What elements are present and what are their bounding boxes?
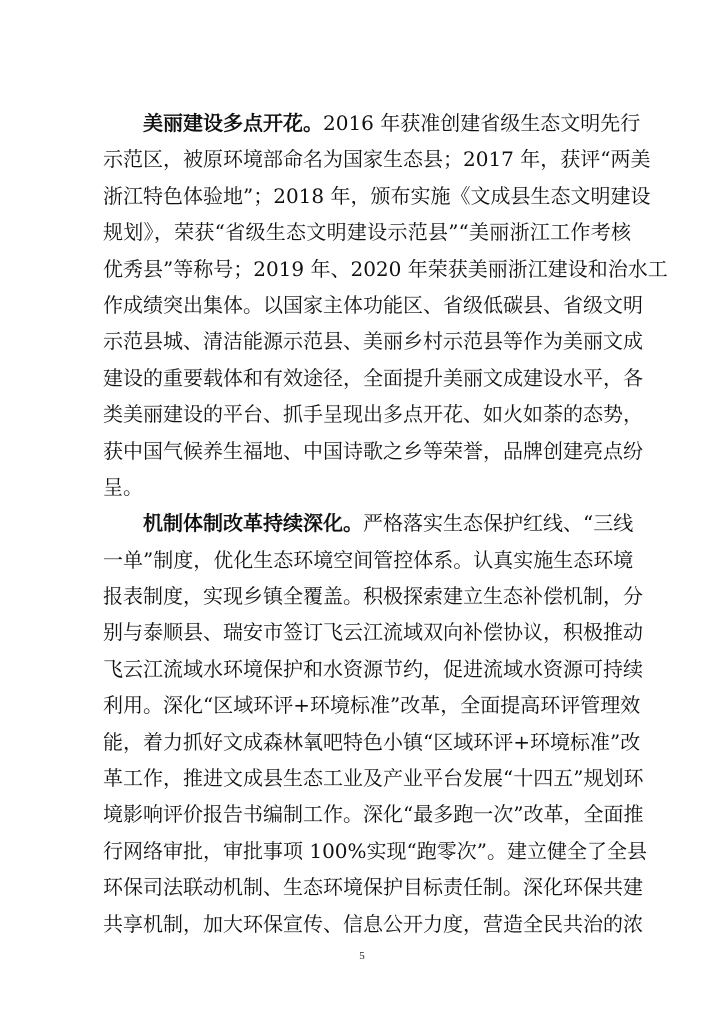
line-text: 环保司法联动机制、生态环境保护目标责任制。深化环保共建 xyxy=(103,875,643,900)
page-number: 5 xyxy=(359,950,365,962)
line-text: 境影响评价报告书编制工作。深化“最多跑一次”改革，全面推 xyxy=(103,802,644,827)
body-text xyxy=(103,105,668,942)
text-line xyxy=(103,469,631,505)
line-text: 浙江特色体验地”；2018 年，颁布实施《文成县生态文明建设 xyxy=(103,183,651,208)
line-text: 行网络审批，审批事项 100%实现“跑零次”。建立健全了全县 xyxy=(103,838,647,863)
line-text: 优秀县”等称号；2019 年、2020 年荣获美丽浙江建设和治水工 xyxy=(103,256,668,281)
line-text: 一单”制度，优化生态环境空间管控体系。认真实施生态环境 xyxy=(103,547,634,572)
line-text: 规划》，荣获“省级生态文明建设示范县”“美丽浙江工作考核 xyxy=(103,220,631,245)
text-line xyxy=(103,433,643,469)
line-text: 示范县城、清洁能源示范县、美丽乡村示范县等作为美丽文成 xyxy=(103,329,643,354)
text-line xyxy=(103,578,643,614)
line-text: 利用。深化“区域环评+环境标准”改革，全面提高环评管理效 xyxy=(103,693,641,718)
text-line xyxy=(103,323,643,359)
line-text: 革工作，推进文成县生态工业及产业平台发展“十四五”规划环 xyxy=(103,766,644,791)
text-line xyxy=(103,505,634,541)
text-line xyxy=(103,796,644,832)
text-line xyxy=(103,214,631,250)
line-text: 示范区，被原环境部命名为国家生态县；2017 年，获评“两美 xyxy=(103,147,651,172)
line-text: 别与泰顺县、瑞安市签订飞云江流域双向补偿协议，积极推动 xyxy=(103,620,643,645)
text-line xyxy=(103,869,643,905)
text-line xyxy=(103,542,634,578)
line-text: 飞云江流域水环境保护和水资源节约，促进流域水资源可持续 xyxy=(103,656,643,681)
text-line xyxy=(103,178,651,214)
text-line xyxy=(103,687,641,723)
text-line xyxy=(103,251,668,287)
text-line xyxy=(103,360,643,396)
text-line xyxy=(103,396,643,432)
line-text: 类美丽建设的平台、抓手呈现出多点开花、如火如荼的态势， xyxy=(103,402,643,427)
text-line xyxy=(103,833,647,869)
line-text: 获中国气候养生福地、中国诗歌之乡等荣誉，品牌创建亮点纷 xyxy=(103,438,643,463)
line-text: 严格落实生态保护红线、“三线 xyxy=(363,511,634,536)
line-text: 报表制度，实现乡镇全覆盖。积极探索建立生态补偿机制，分 xyxy=(103,584,643,609)
line-text: 共享机制，加大环保宣传、信息公开力度，营造全民共治的浓 xyxy=(103,911,643,936)
text-line xyxy=(103,105,641,141)
paragraph-heading: 美丽建设多点开花。 xyxy=(143,111,323,135)
text-line xyxy=(103,760,644,796)
line-text: 呈。 xyxy=(103,474,143,499)
text-line xyxy=(103,651,643,687)
text-line xyxy=(103,724,641,760)
text-line xyxy=(103,287,643,323)
text-line xyxy=(103,141,651,177)
paragraph-heading: 机制体制改革持续深化。 xyxy=(143,511,363,536)
line-text: 2016 年获准创建省级生态文明先行 xyxy=(323,111,641,135)
text-line xyxy=(103,906,643,942)
line-text: 作成绩突出集体。以国家主体功能区、省级低碳县、省级文明 xyxy=(103,292,643,317)
text-line xyxy=(103,614,643,650)
line-text: 能，着力抓好文成森林氧吧特色小镇“区域环评+环境标准”改 xyxy=(103,729,641,754)
line-text: 建设的重要载体和有效途径，全面提升美丽文成建设水平，各 xyxy=(103,365,643,390)
